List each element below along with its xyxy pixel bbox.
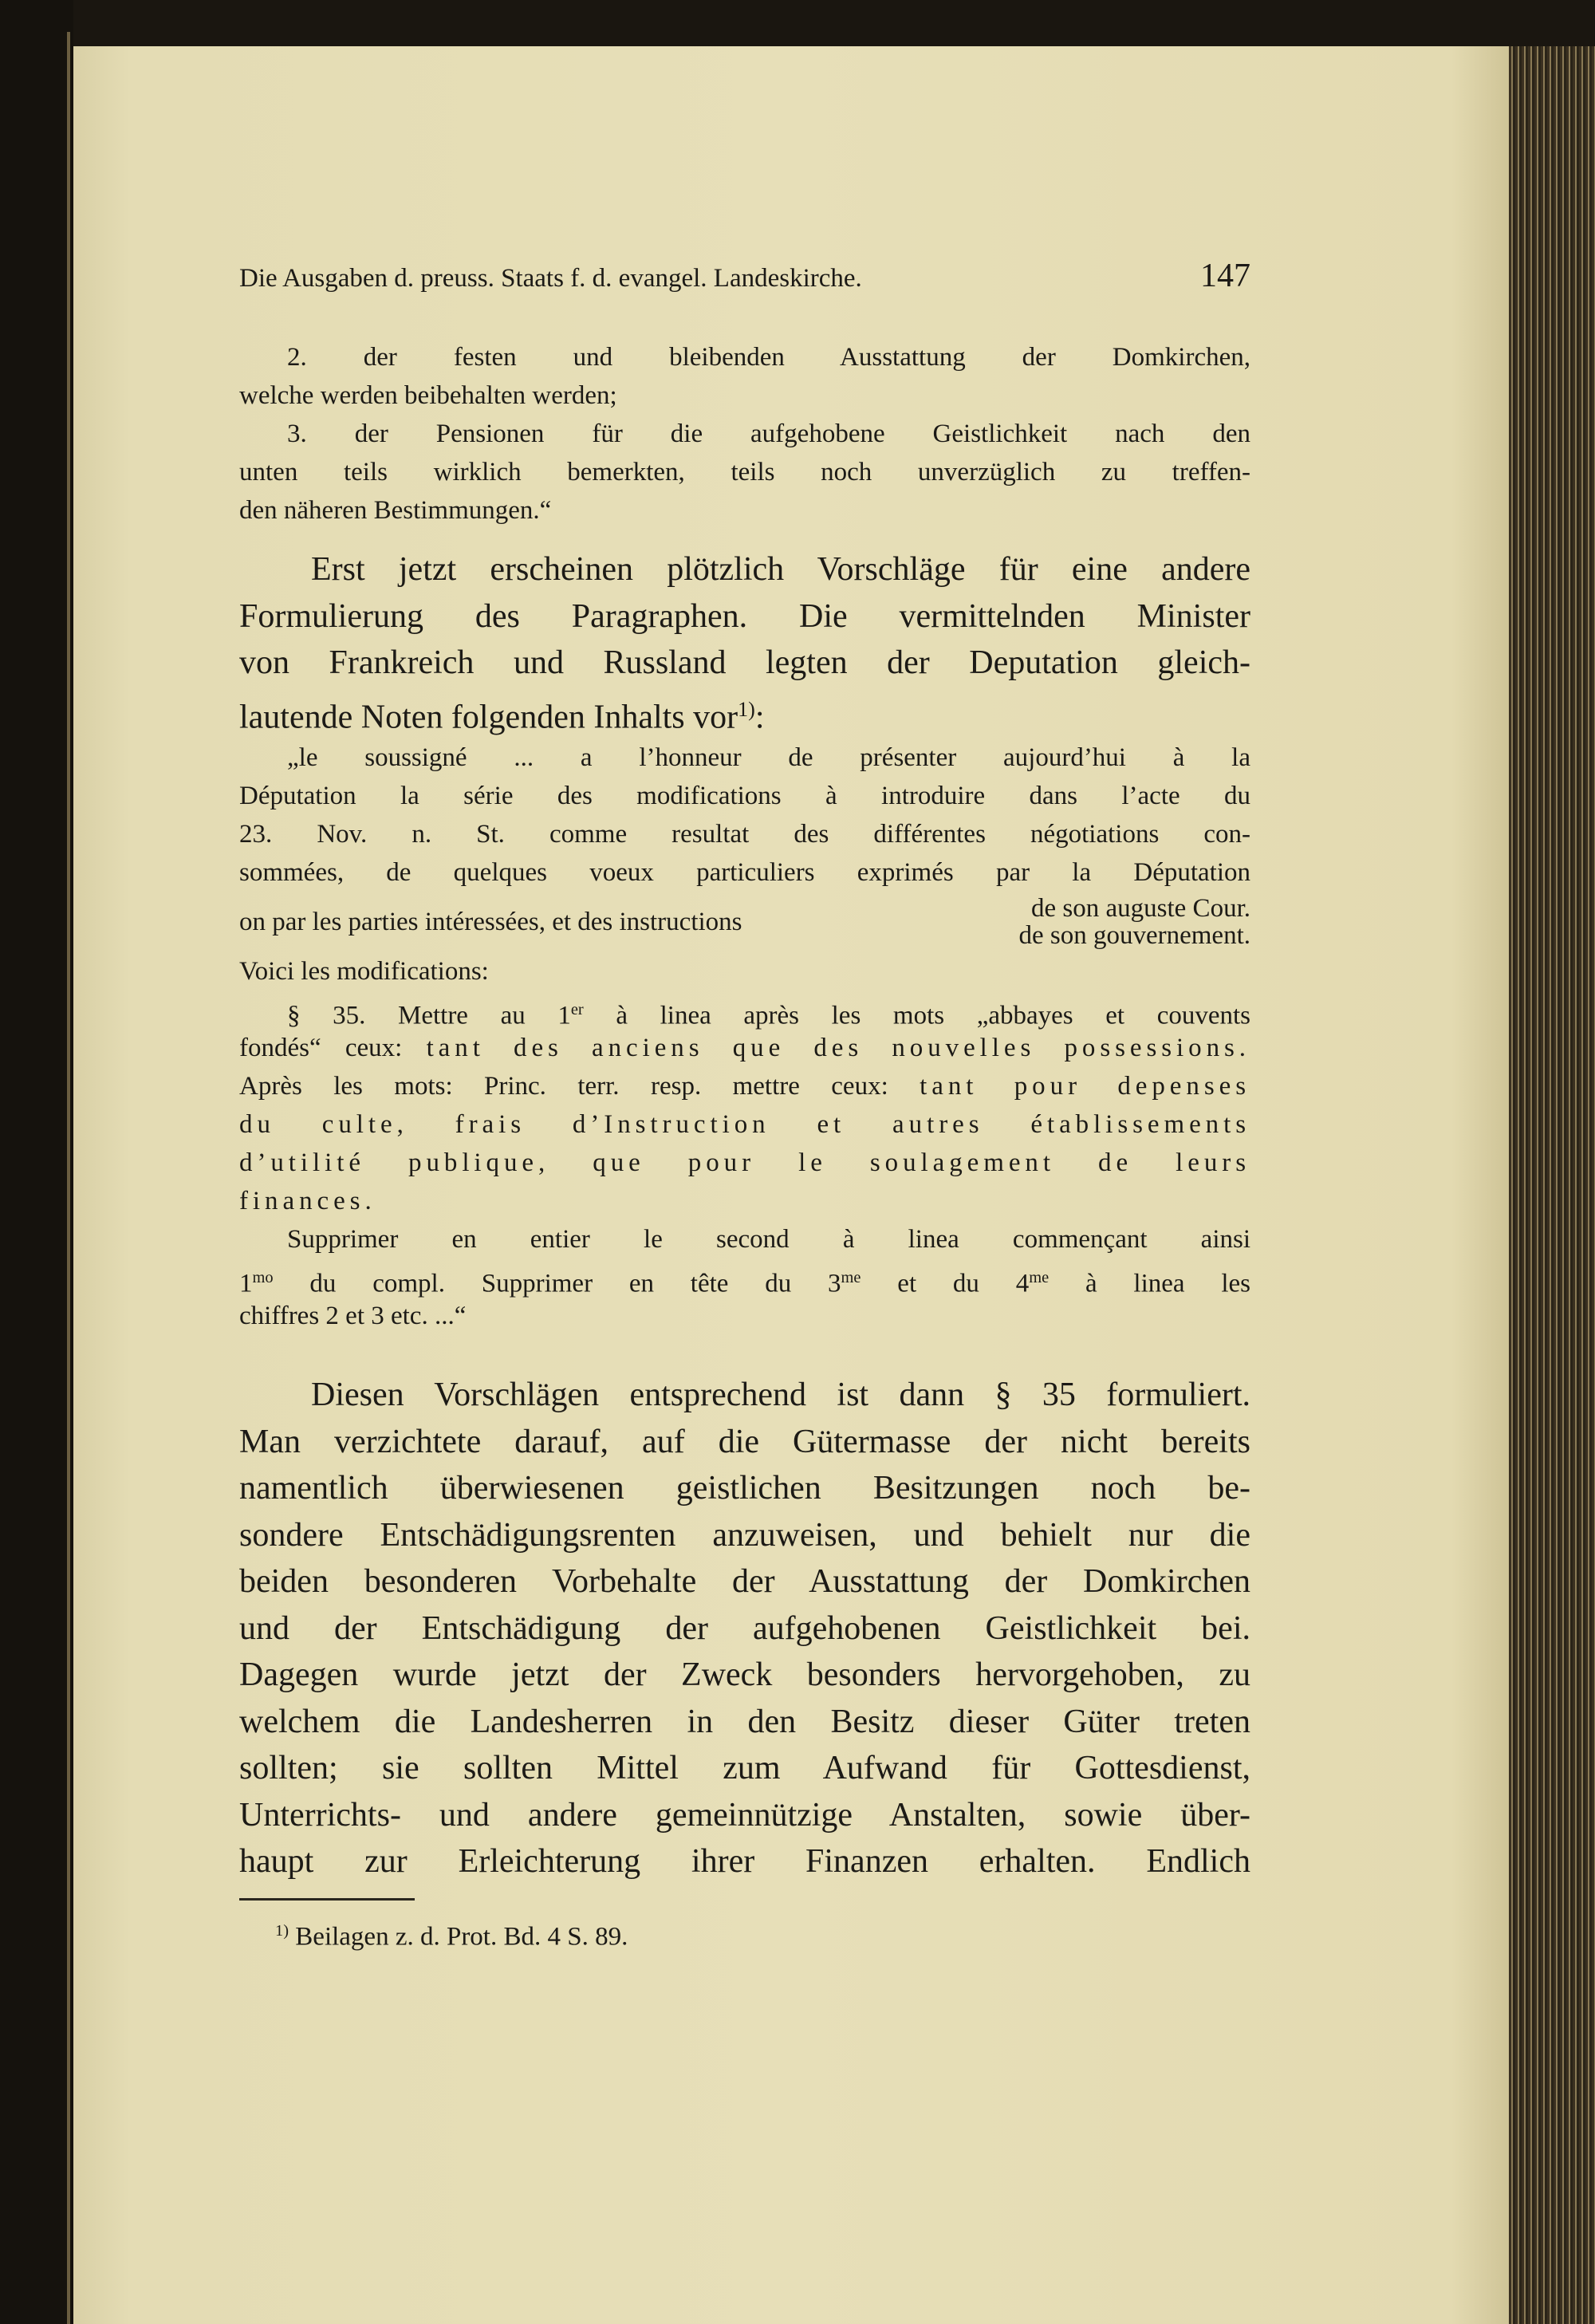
text-line <box>239 1029 1250 1067</box>
text-segment: Députation la série des modifications à introduire dans l’acte du <box>239 782 1250 810</box>
text-segment: Voici les modifications: <box>239 957 489 986</box>
text-segment: Dagegen wurde jetzt der Zweck besonders hervorgehoben, zu <box>239 1656 1250 1693</box>
text-line <box>239 1220 1250 1259</box>
text-segment: : <box>754 698 765 735</box>
text-segment: namentlich überwiesenen geistlichen Besitzungen noch be- <box>239 1470 1250 1507</box>
superscript: er <box>570 1001 584 1018</box>
text-segment: Supprimer en entier le second à linea commençant ainsi <box>287 1225 1250 1254</box>
text-line <box>239 1465 1250 1512</box>
text-segment: § 35. Mettre au 1 <box>287 1001 571 1030</box>
french-note-quote <box>239 739 1250 1335</box>
text-line <box>239 1297 1250 1335</box>
text-line <box>239 1105 1250 1144</box>
quoted-list-items <box>239 338 1250 530</box>
text-segment: Formulierung des Paragraphen. Die vermittelnden Minister <box>239 597 1250 635</box>
alternative-line <box>239 892 1250 952</box>
text-segment: Erst jetzt erscheinen plötzlich Vorschläge für eine andere <box>311 551 1250 588</box>
text-line <box>239 1605 1250 1652</box>
text-segment: welchem die Landesherren in den Besitz dieser Güter treten <box>239 1703 1250 1740</box>
text-segment: 23. Nov. n. St. comme resultat des différentes négotiations con- <box>239 820 1250 849</box>
text-segment: sommées, de quelques voeux particuliers exprimés par la Députation <box>239 858 1250 887</box>
text-segment: sollten; sie sollten Mittel zum Aufwand für Gottesdienst, <box>239 1750 1250 1786</box>
text-segment: finances. <box>239 1187 376 1215</box>
footnote-rule <box>239 1898 415 1901</box>
text-segment: du compl. Supprimer en tête du 3 <box>273 1269 841 1298</box>
alternative-gouvernement: de son gouvernement. <box>1018 921 1250 950</box>
text-line <box>239 338 1250 376</box>
text-segment: d’utilité publique, que pour le soulagement de leurs <box>239 1148 1250 1177</box>
text-segment: tant pour depenses <box>920 1072 1250 1101</box>
text-line <box>239 546 1250 593</box>
text-line <box>239 1792 1250 1839</box>
text-segment: chiffres 2 et 3 etc. ...“ <box>239 1302 467 1330</box>
text-segment: du culte, frais d’Instruction et autres établissements <box>239 1110 1250 1139</box>
text-line <box>239 1259 1250 1297</box>
running-header <box>239 257 1250 295</box>
scan-left-border <box>0 0 73 2324</box>
text-line <box>239 491 1250 530</box>
text-segment: Après les mots: Princ. terr. resp. mettre ceux: <box>239 1072 920 1101</box>
text-segment: Unterrichts- und andere gemeinnützige Anstalten, sowie über- <box>239 1796 1250 1834</box>
alternative-cour: de son auguste Cour. <box>1031 894 1250 923</box>
text-line <box>239 1745 1250 1792</box>
footnote <box>275 1922 628 1952</box>
text-line <box>239 739 1250 777</box>
text-line <box>239 1512 1250 1559</box>
text-line <box>239 1419 1250 1466</box>
alternative-line-main: on par les parties intéressées, et des instructions <box>239 907 742 936</box>
text-line <box>239 687 1250 734</box>
footnote-marker: 1) <box>275 1922 289 1940</box>
text-segment: et du 4 <box>861 1269 1030 1298</box>
paragraph-proposals <box>239 546 1250 733</box>
text-segment: von Frankreich und Russland legten der Deputation gleich- <box>239 644 1250 681</box>
text-line <box>239 1558 1250 1605</box>
text-line <box>239 952 1250 991</box>
superscript: mo <box>252 1269 274 1286</box>
text-segment: „le soussigné ... a l’honneur de présenter aujourd’hui à la <box>287 743 1250 772</box>
superscript: me <box>841 1269 861 1286</box>
text-line <box>239 593 1250 640</box>
text-segment: 2. der festen und bleibenden Ausstattung der Domkirchen, <box>287 343 1250 372</box>
text-line <box>239 1144 1250 1182</box>
text-segment: den näheren Bestimmungen.“ <box>239 496 552 525</box>
text-line <box>239 415 1250 453</box>
text-line <box>239 376 1250 415</box>
text-line <box>239 640 1250 687</box>
scan-left-edge-line <box>67 32 70 2324</box>
text-line <box>239 815 1250 853</box>
text-line <box>239 853 1250 892</box>
text-line <box>239 1652 1250 1699</box>
text-segment: 1 <box>239 1269 253 1298</box>
page-edges <box>1509 46 1595 2324</box>
text-line <box>239 1372 1250 1419</box>
text-segment: Diesen Vorschlägen entsprechend ist dann § 35 formuliert. <box>311 1377 1250 1413</box>
text-segment: tant des anciens que des nouvelles possessions. <box>426 1034 1250 1062</box>
text-segment: 3. der Pensionen für die aufgehobene Geistlichkeit nach den <box>287 420 1250 448</box>
text-segment: haupt zur Erleichterung ihrer Finanzen erhalten. Endlich <box>239 1843 1250 1880</box>
superscript: me <box>1029 1269 1050 1286</box>
text-segment: à linea après les mots „abbayes et couvents <box>583 1001 1250 1030</box>
text-line <box>239 1699 1250 1746</box>
text-segment: lautende Noten folgenden Inhalts vor <box>239 698 738 735</box>
text-segment: welche werden beibehalten werden; <box>239 381 617 410</box>
text-segment: Man verzichtete darauf, auf die Gütermasse der nicht bereits <box>239 1423 1250 1460</box>
text-line <box>239 1182 1250 1220</box>
text-line <box>239 1067 1250 1105</box>
text-segment: und der Entschädigung der aufgehobenen Geistlichkeit bei. <box>239 1609 1250 1647</box>
text-segment: unten teils wirklich bemerkten, teils noch unverzüglich zu treffen- <box>239 458 1250 486</box>
running-title: Die Ausgaben d. preuss. Staats f. d. evangel. Landeskirche. <box>239 264 862 293</box>
text-segment: fondés“ ceux: <box>239 1034 427 1062</box>
text-line <box>239 453 1250 491</box>
text-segment: beiden besonderen Vorbehalte der Ausstattung der Domkirchen <box>239 1563 1250 1600</box>
text-line <box>239 1838 1250 1885</box>
alternative-readings <box>1018 895 1250 949</box>
text-segment: à linea les <box>1049 1269 1250 1298</box>
footnote-text: Beilagen z. d. Prot. Bd. 4 S. 89. <box>289 1922 628 1952</box>
modifications <box>239 952 1250 1335</box>
text-segment: sondere Entschädigungsrenten anzuweisen, und behielt nur die <box>239 1516 1250 1554</box>
paragraph-formulation <box>239 1372 1250 1885</box>
text-line <box>239 991 1250 1029</box>
text-line <box>239 777 1250 815</box>
superscript: 1) <box>738 697 755 721</box>
page-number: 147 <box>1200 258 1250 294</box>
note-opening <box>239 739 1250 892</box>
